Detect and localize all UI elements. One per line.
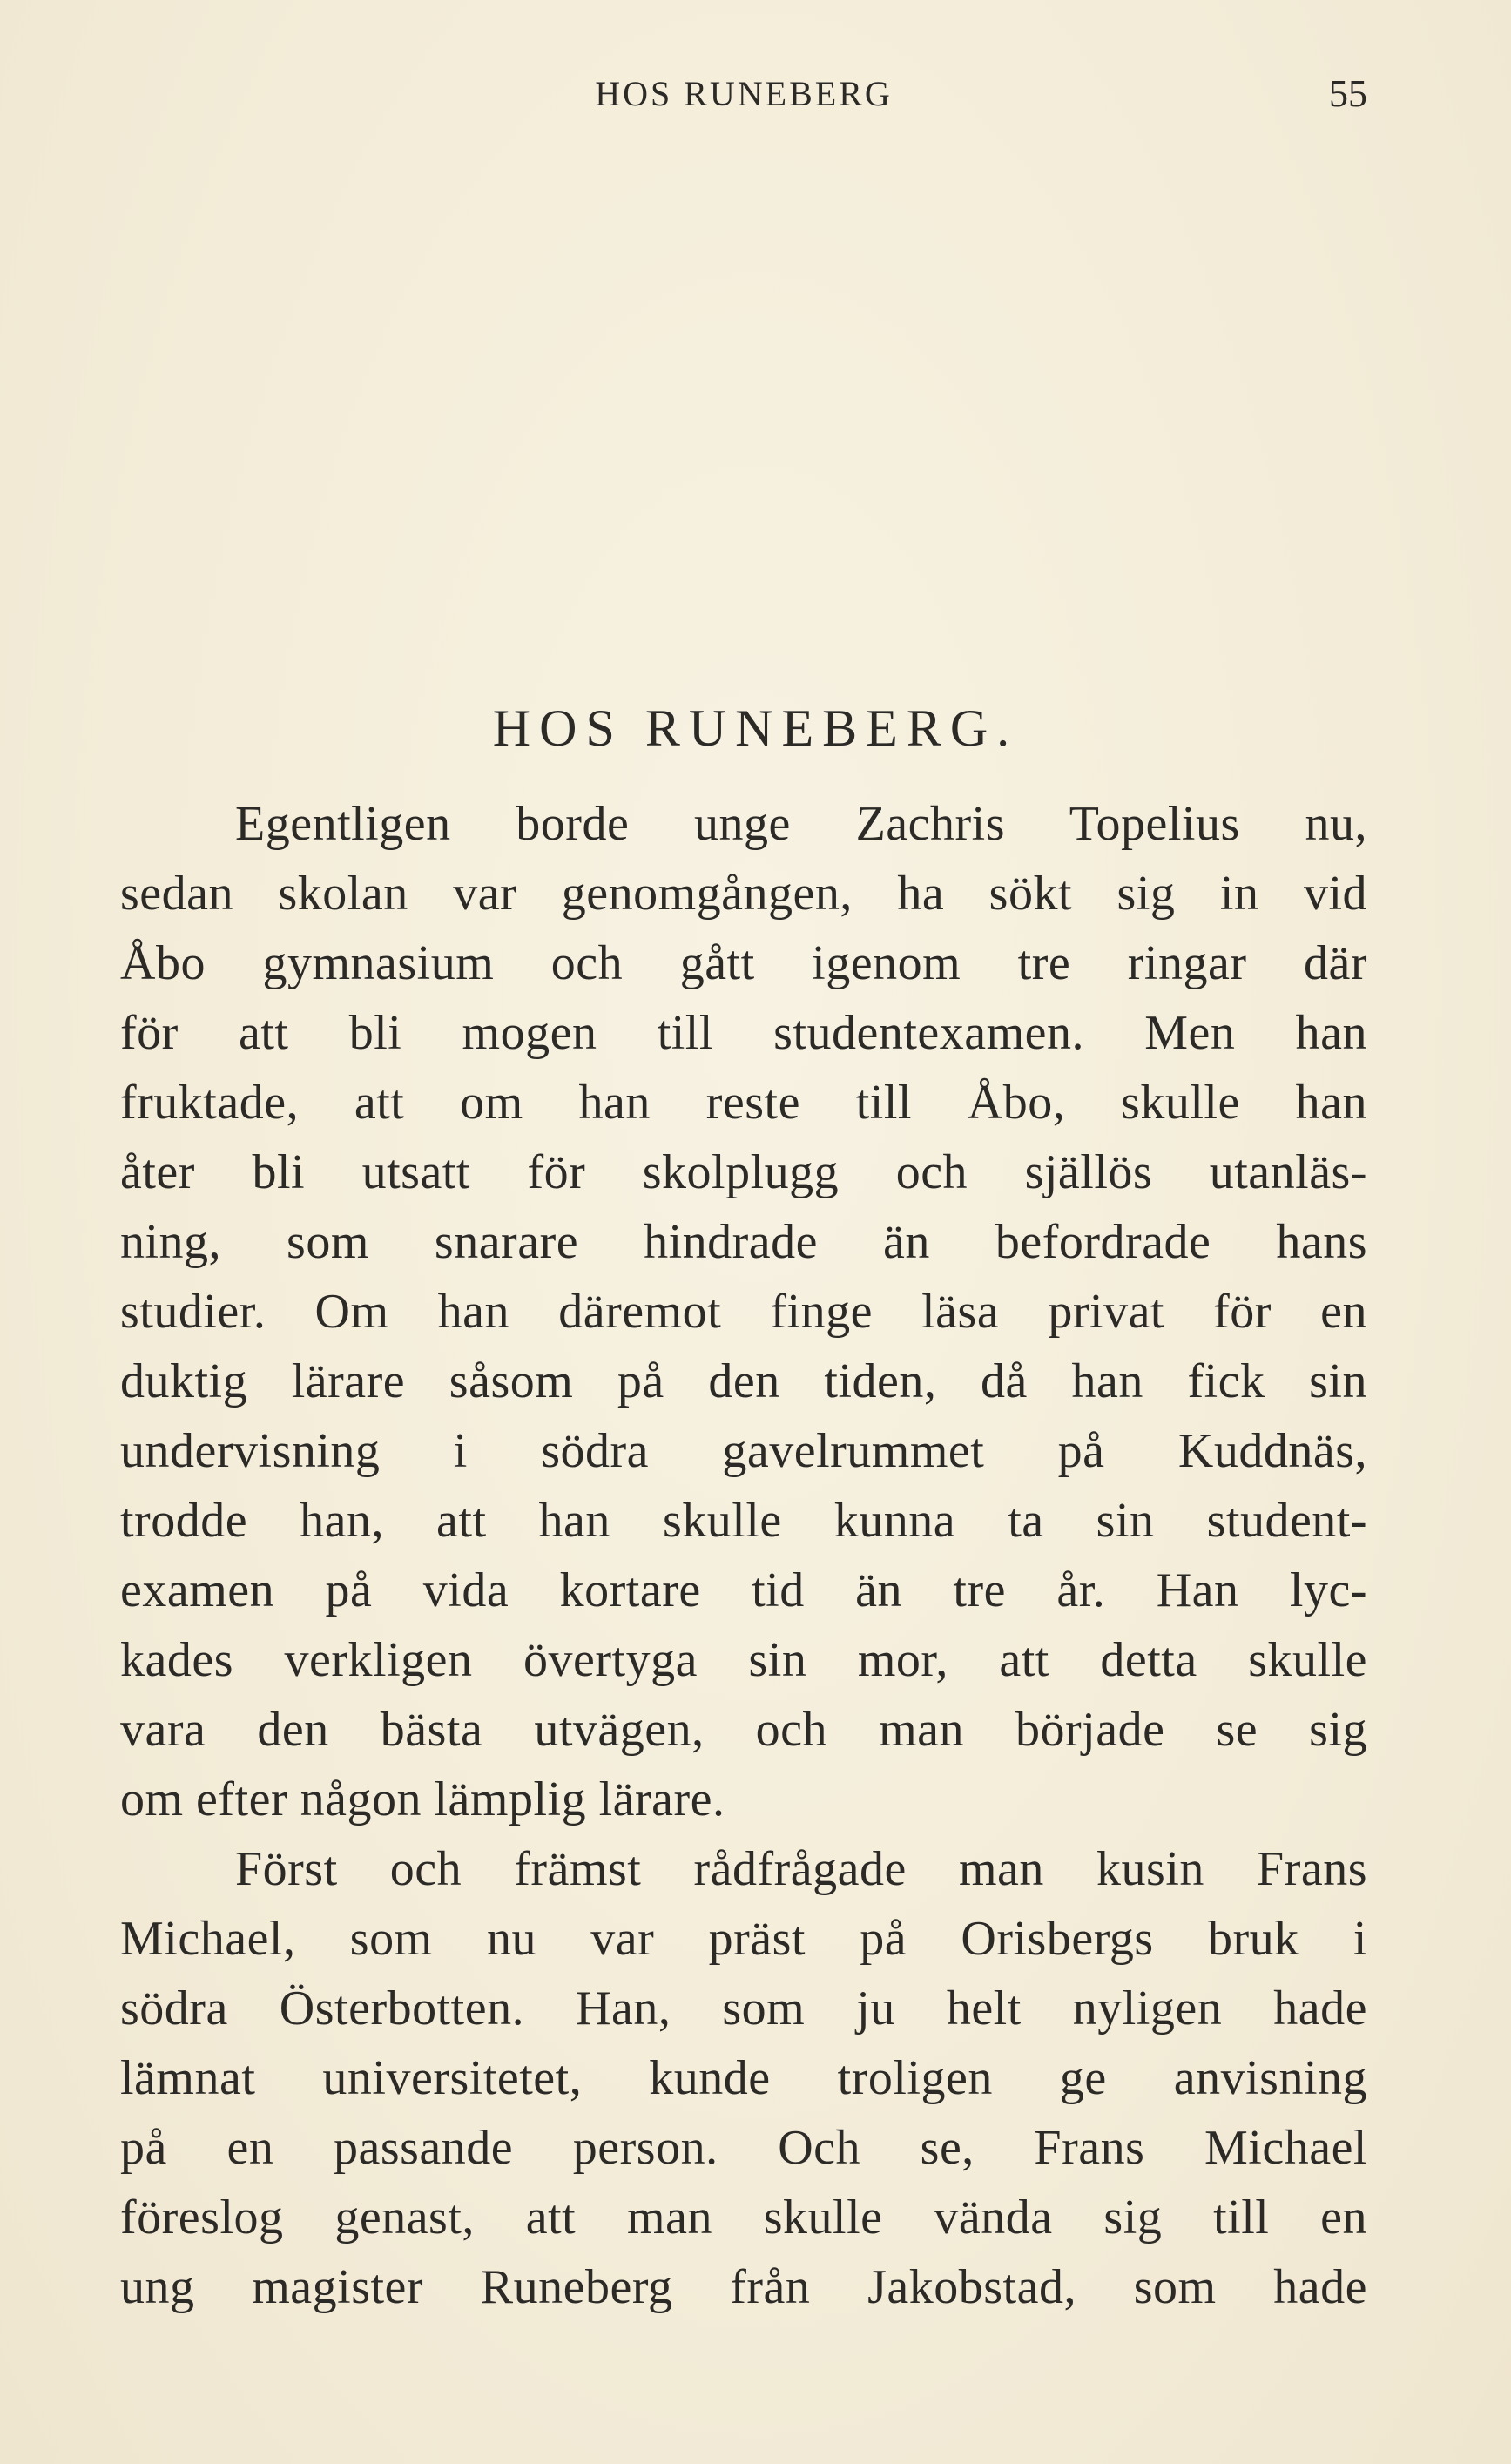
text-line: trodde han, att han skulle kunna ta sin student-: [120, 1494, 1367, 1548]
paragraph-2: [120, 1834, 1367, 2322]
running-head: [120, 68, 1367, 120]
text-line: kades verkligen övertyga sin mor, att detta skulle: [120, 1633, 1367, 1687]
text-line: Egentligen borde unge Zachris Topelius nu,: [235, 797, 1367, 851]
text-line: duktig lärare såsom på den tiden, då han fick sin: [120, 1354, 1367, 1408]
text-line: ning, som snarare hindrade än befordrade hans: [120, 1215, 1367, 1269]
text-line: examen på vida kortare tid än tre år. Han lyc-: [120, 1563, 1367, 1617]
chapter-title: HOS RUNEBERG.: [492, 699, 1019, 758]
page-number: 55: [1329, 72, 1367, 115]
text-line: Först och främst rådfrågade man kusin Frans: [235, 1842, 1367, 1896]
text-line: södra Österbotten. Han, som ju helt nyligen hade: [120, 1981, 1367, 2035]
text-line: sedan skolan var genomgången, ha sökt sig in vid: [120, 867, 1367, 921]
body-text: [120, 789, 1367, 2322]
text-line: på en passande person. Och se, Frans Michael: [120, 2121, 1367, 2175]
text-line: undervisning i södra gavelrummet på Kuddnäs,: [120, 1424, 1367, 1478]
text-line: fruktade, att om han reste till Åbo, skulle han: [120, 1076, 1367, 1130]
text-line: om efter någon lämplig lärare.: [120, 1772, 725, 1826]
text-line: för att bli mogen till studentexamen. Men han: [120, 1006, 1367, 1060]
text-line: Michael, som nu var präst på Orisbergs bruk i: [120, 1912, 1367, 1966]
text-line: vara den bästa utvägen, och man började se sig: [120, 1703, 1367, 1757]
text-line: lämnat universitetet, kunde troligen ge anvisning: [120, 2051, 1367, 2105]
text-line: Åbo gymnasium och gått igenom tre ringar där: [120, 936, 1367, 990]
text-line: studier. Om han däremot finge läsa privat för en: [120, 1285, 1367, 1339]
paragraph-1: [120, 789, 1367, 1834]
text-line: föreslog genast, att man skulle vända sig till en: [120, 2191, 1367, 2245]
text-line: ung magister Runeberg från Jakobstad, som hade: [120, 2260, 1367, 2314]
text-line: åter bli utsatt för skolplugg och själlös utanläs-: [120, 1145, 1367, 1199]
running-title: HOS RUNEBERG: [595, 74, 893, 113]
